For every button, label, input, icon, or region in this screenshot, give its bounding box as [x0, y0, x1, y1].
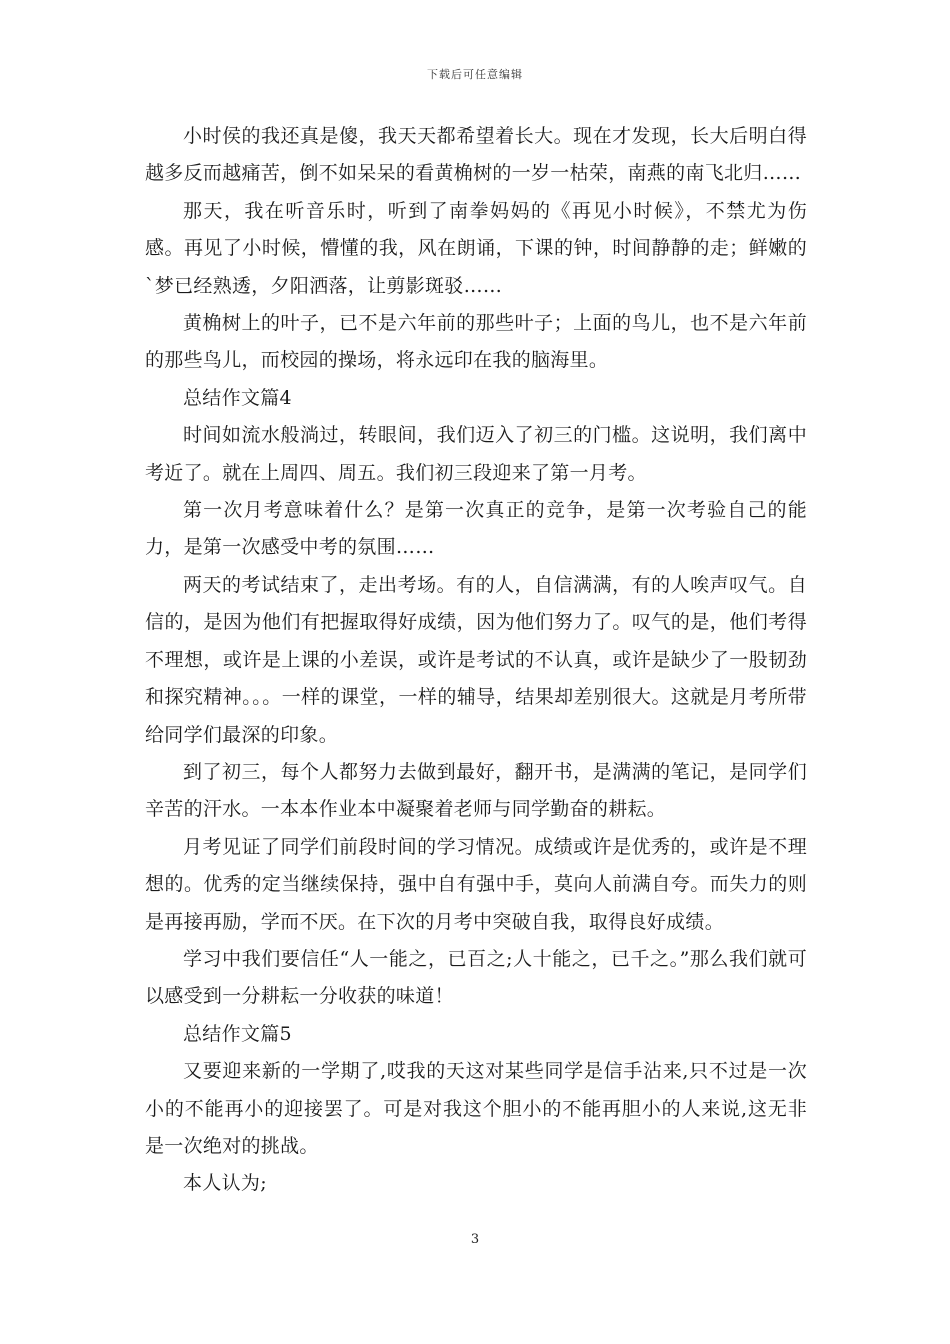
- paragraph: 那天，我在听音乐时，听到了南拳妈妈的《再见小时候》，不禁尤为伤感。再见了小时候，懵懂的我，风在朗诵，下课的钟，时间静静的走；鲜嫩的`梦已经熟透，夕阳洒落，让剪影斑驳……: [145, 199, 807, 297]
- paragraph: 时间如流水般淌过，转眼间，我们迈入了初三的门槛。这说明，我们离中考近了。就在上周四、周五。我们初三段迎来了第一月考。: [145, 424, 807, 484]
- section-heading: 总结作文篇5: [183, 1022, 292, 1045]
- paragraph: 学习中我们要信任“人一能之，已百之;人十能之，已千之。”那么我们就可以感受到一分耕耘一分收获的味道！: [145, 947, 807, 1008]
- page-number: 3: [470, 1232, 480, 1247]
- paragraph: 又要迎来新的一学期了,哎我的天这对某些同学是信手沾来,只不过是一次小的不能再小的迎接罢了。可是对我这个胆小的不能再胆小的人来说,这无非是一次绝对的挑战。: [145, 1060, 807, 1157]
- paragraph: 到了初三，每个人都努力去做到最好，翻开书，是满满的笔记，是同学们辛苦的汗水。一本本作业本中凝聚着老师与同学勤奋的耕耘。: [145, 760, 807, 821]
- paragraph: 本人认为;: [183, 1172, 267, 1195]
- paragraph: 小时侯的我还真是傻，我天天都希望着长大。现在才发现，长大后明白得越多反而越痛苦，倒不如呆呆的看黄桷树的一岁一枯荣，南燕的南飞北归……: [145, 125, 807, 185]
- paragraph: 月考见证了同学们前段时间的学习情况。成绩或许是优秀的，或许是不理想的。优秀的定当继续保持，强中自有强中手，莫向人前满自夸。而失力的则是再接再励，学而不厌。在下次的月考中突破自我，取得良好成绩。: [145, 835, 807, 933]
- paragraph: 黄桷树上的叶子，已不是六年前的那些叶子；上面的鸟儿，也不是六年前的那些鸟儿，而校园的操场，将永远印在我的脑海里。: [145, 312, 807, 372]
- section-heading: 总结作文篇4: [183, 386, 292, 409]
- document-body: [145, 118, 807, 1203]
- paragraph: 第一次月考意味着什么？是第一次真正的竞争，是第一次考验自己的能力，是第一次感受中考的氛围……: [145, 499, 807, 559]
- page-header: 下载后可任意编辑: [427, 68, 523, 81]
- paragraph: 两天的考试结束了，走出考场。有的人，自信满满，有的人唉声叹气。自信的，是因为他们有把握取得好成绩，因为他们努力了。叹气的是，他们考得不理想，或许是上课的小差误，或许是考试的不认真，或许是缺少了一股韧劲和探究精神。。。一样的课堂，一样的辅导，结果却差别很大。这就是月考所带给同学们最深的印象。: [145, 573, 807, 746]
